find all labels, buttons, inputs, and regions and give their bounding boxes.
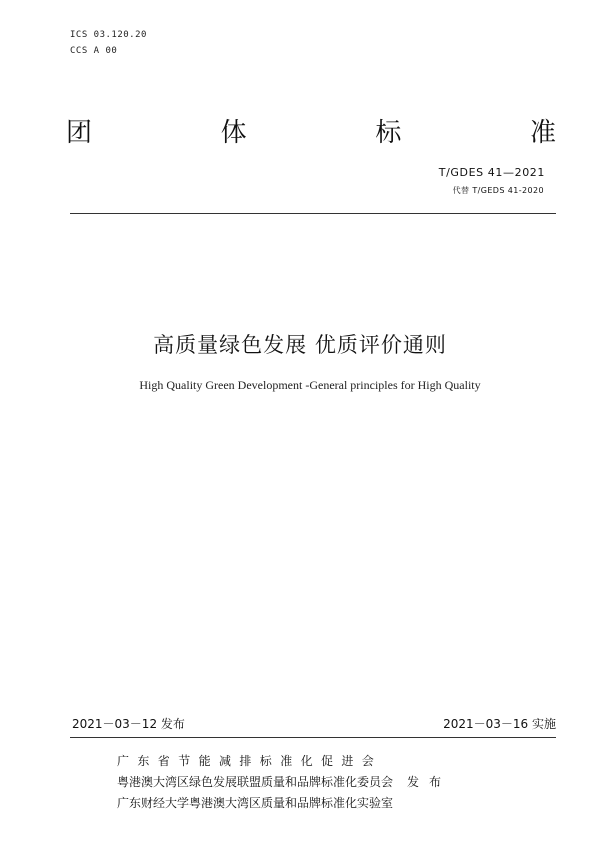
replaces-standard: 代替 T/GEDS 41-2020	[452, 186, 544, 195]
document-title-zh: 高质量绿色发展 优质评价通则	[153, 333, 447, 357]
category-char: 体	[220, 118, 247, 148]
publish-date: 2021－03－12 发布	[72, 717, 185, 731]
issue-label: 发布	[407, 775, 452, 789]
category-char: 准	[529, 118, 556, 148]
category-char: 团	[66, 118, 93, 148]
publisher-2-row	[117, 773, 451, 790]
publisher-1: 广东省节能减排标准化促进会	[117, 754, 383, 768]
standard-category-title	[66, 112, 556, 149]
implement-date: 2021－03－16 实施	[443, 717, 556, 731]
publisher-3: 广东财经大学粤港澳大湾区质量和品牌标准化实验室	[117, 796, 394, 810]
category-char: 标	[375, 118, 402, 148]
ics-code: ICS 03.120.20	[70, 30, 147, 40]
bottom-divider	[70, 737, 556, 738]
ccs-code: CCS A 00	[70, 46, 118, 56]
standard-number: T/GDES 41—2021	[438, 166, 545, 179]
document-title-en: High Quality Green Development -General principles for High Quality	[139, 378, 481, 392]
publisher-2: 粤港澳大湾区绿色发展联盟质量和品牌标准化委员会	[117, 775, 394, 789]
top-divider	[70, 213, 556, 214]
